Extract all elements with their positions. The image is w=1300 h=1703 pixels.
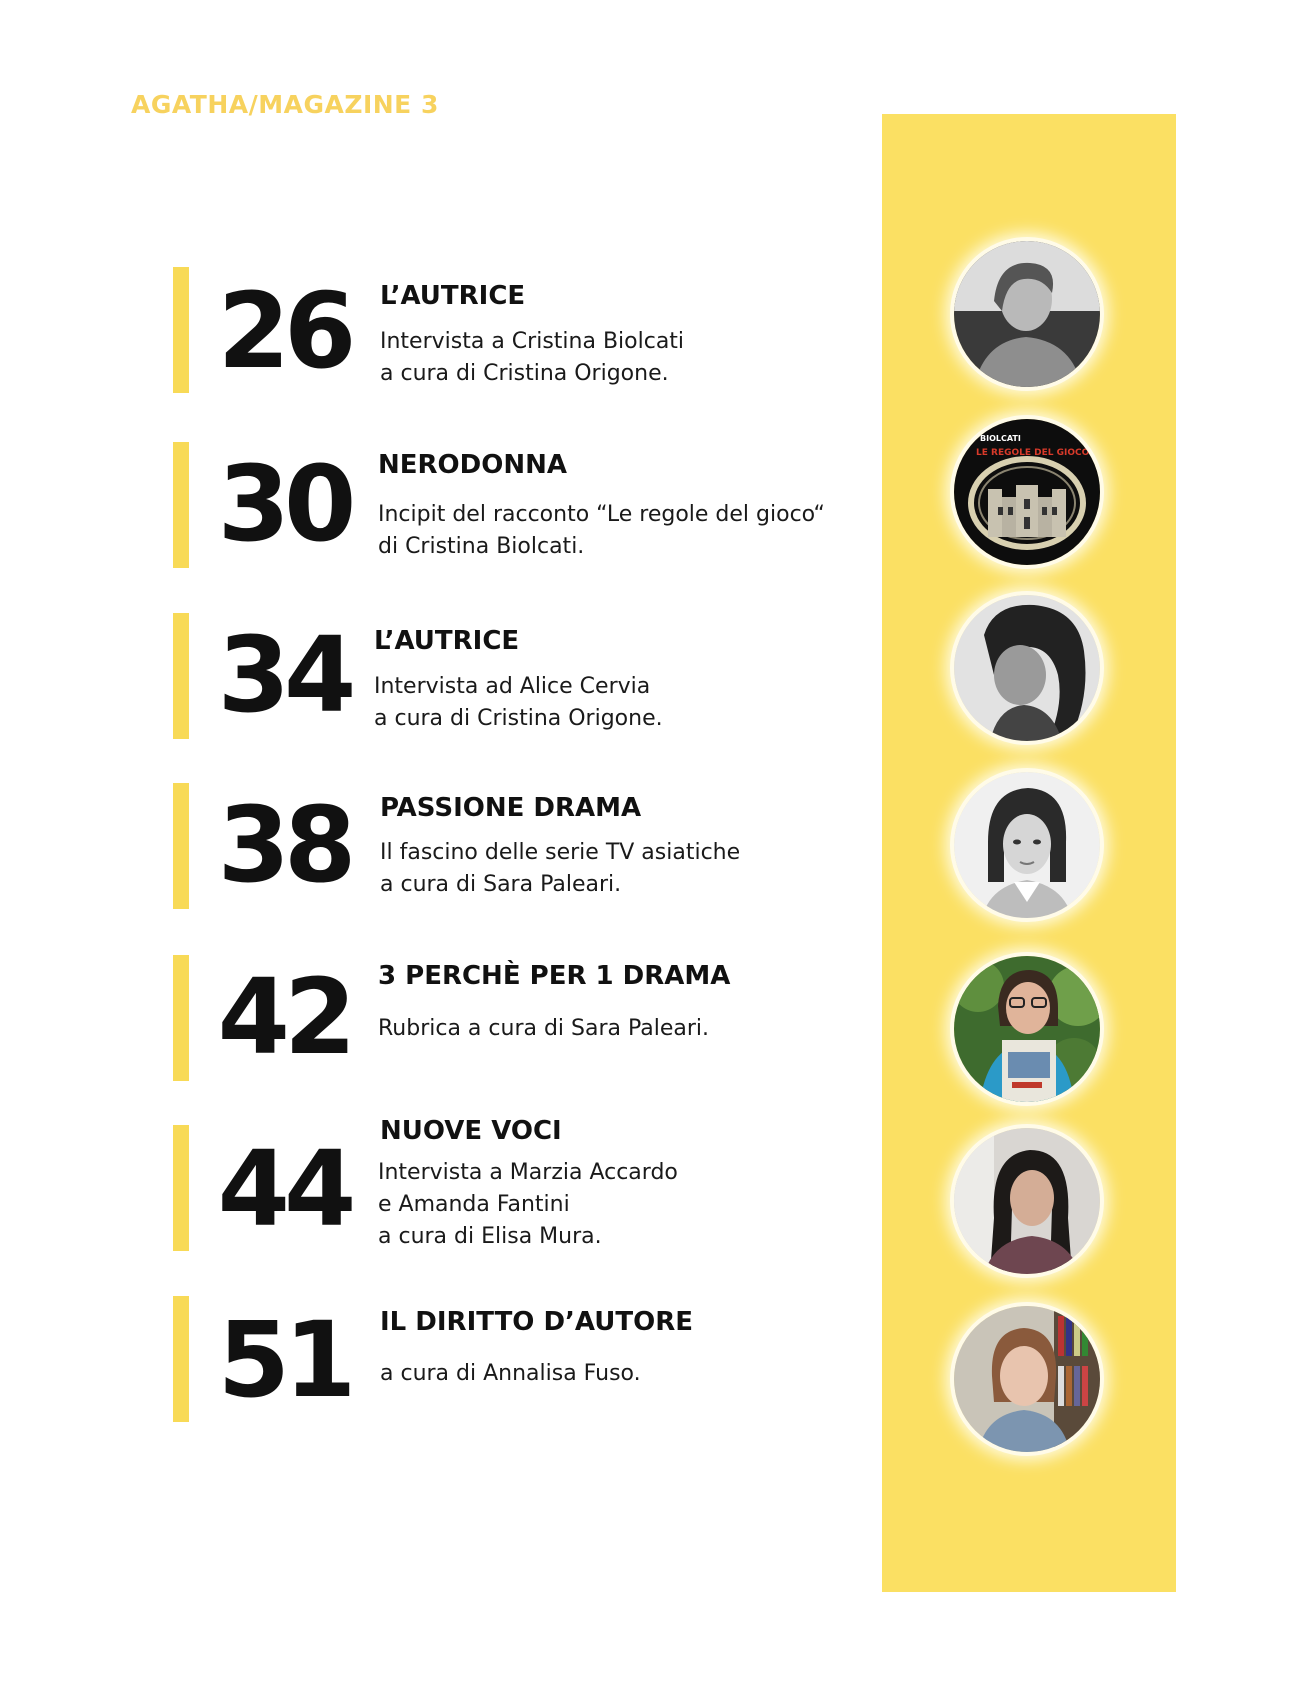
author-portrait-image — [954, 1128, 1100, 1274]
page-number: 30 — [217, 443, 351, 565]
page-number: 26 — [217, 270, 351, 392]
accent-bar — [173, 267, 189, 393]
description-line: e Amanda Fantini — [378, 1192, 570, 1217]
author-portrait-image — [954, 1306, 1100, 1452]
section-description — [378, 1013, 709, 1045]
accent-bar — [173, 1125, 189, 1251]
toc-entry[interactable] — [0, 1116, 1300, 1251]
section-description — [374, 671, 663, 735]
cover-author-text: BIOLCATI — [980, 434, 1021, 443]
section-title: L’AUTRICE — [374, 626, 520, 656]
author-portrait-image — [954, 595, 1100, 741]
accent-bar — [173, 783, 189, 909]
author-portrait-image — [954, 241, 1100, 387]
description-line: a cura di Sara Paleari. — [380, 872, 622, 897]
description-line: Il fascino delle serie TV asiatiche — [380, 840, 741, 865]
description-line: a cura di Cristina Origone. — [374, 706, 663, 731]
page-number: 51 — [217, 1299, 351, 1421]
accent-bar — [173, 613, 189, 739]
page-number: 34 — [217, 614, 351, 736]
toc-entry[interactable] — [0, 267, 1300, 393]
description-line: Intervista a Marzia Accardo — [378, 1160, 678, 1185]
accent-bar — [173, 955, 189, 1081]
description-line: Rubrica a cura di Sara Paleari. — [378, 1016, 710, 1041]
accent-bar — [173, 1296, 189, 1422]
description-line: di Cristina Biolcati. — [378, 534, 585, 559]
section-title: 3 PERCHÈ PER 1 DRAMA — [378, 961, 731, 991]
description-line: a cura di Cristina Origone. — [380, 361, 669, 386]
page-number: 42 — [217, 956, 351, 1078]
page-number: 38 — [217, 784, 351, 906]
section-description — [380, 837, 740, 901]
toc-entry[interactable] — [0, 613, 1300, 739]
description-line: a cura di Elisa Mura. — [378, 1224, 602, 1249]
toc-entry[interactable] — [0, 955, 1300, 1081]
description-line: a cura di Annalisa Fuso. — [380, 1361, 641, 1386]
book-cover-image — [954, 419, 1100, 565]
section-description — [378, 499, 825, 563]
description-line: Intervista a Cristina Biolcati — [380, 329, 685, 354]
magazine-header: AGATHA/MAGAZINE 3 — [131, 90, 439, 119]
section-title: PASSIONE DRAMA — [380, 793, 642, 823]
section-description — [380, 1358, 641, 1390]
section-title: NERODONNA — [378, 450, 567, 480]
toc-entry[interactable] — [0, 434, 1300, 568]
section-title: IL DIRITTO D’AUTORE — [380, 1307, 693, 1337]
author-portrait-image — [954, 956, 1100, 1102]
accent-bar — [173, 442, 189, 568]
description-line: Incipit del racconto “Le regole del gioco“ — [378, 502, 825, 527]
section-title: NUOVE VOCI — [380, 1116, 562, 1146]
toc-entry[interactable] — [0, 783, 1300, 909]
author-portrait-image — [954, 772, 1100, 918]
toc-entry[interactable] — [0, 1296, 1300, 1422]
section-description — [378, 1157, 678, 1253]
section-title: L’AUTRICE — [380, 281, 526, 311]
page-number: 44 — [217, 1128, 351, 1250]
section-description — [380, 326, 684, 390]
cover-title-text: LE REGOLE DEL GIOCO — [976, 448, 1090, 458]
description-line: Intervista ad Alice Cervia — [374, 674, 651, 699]
